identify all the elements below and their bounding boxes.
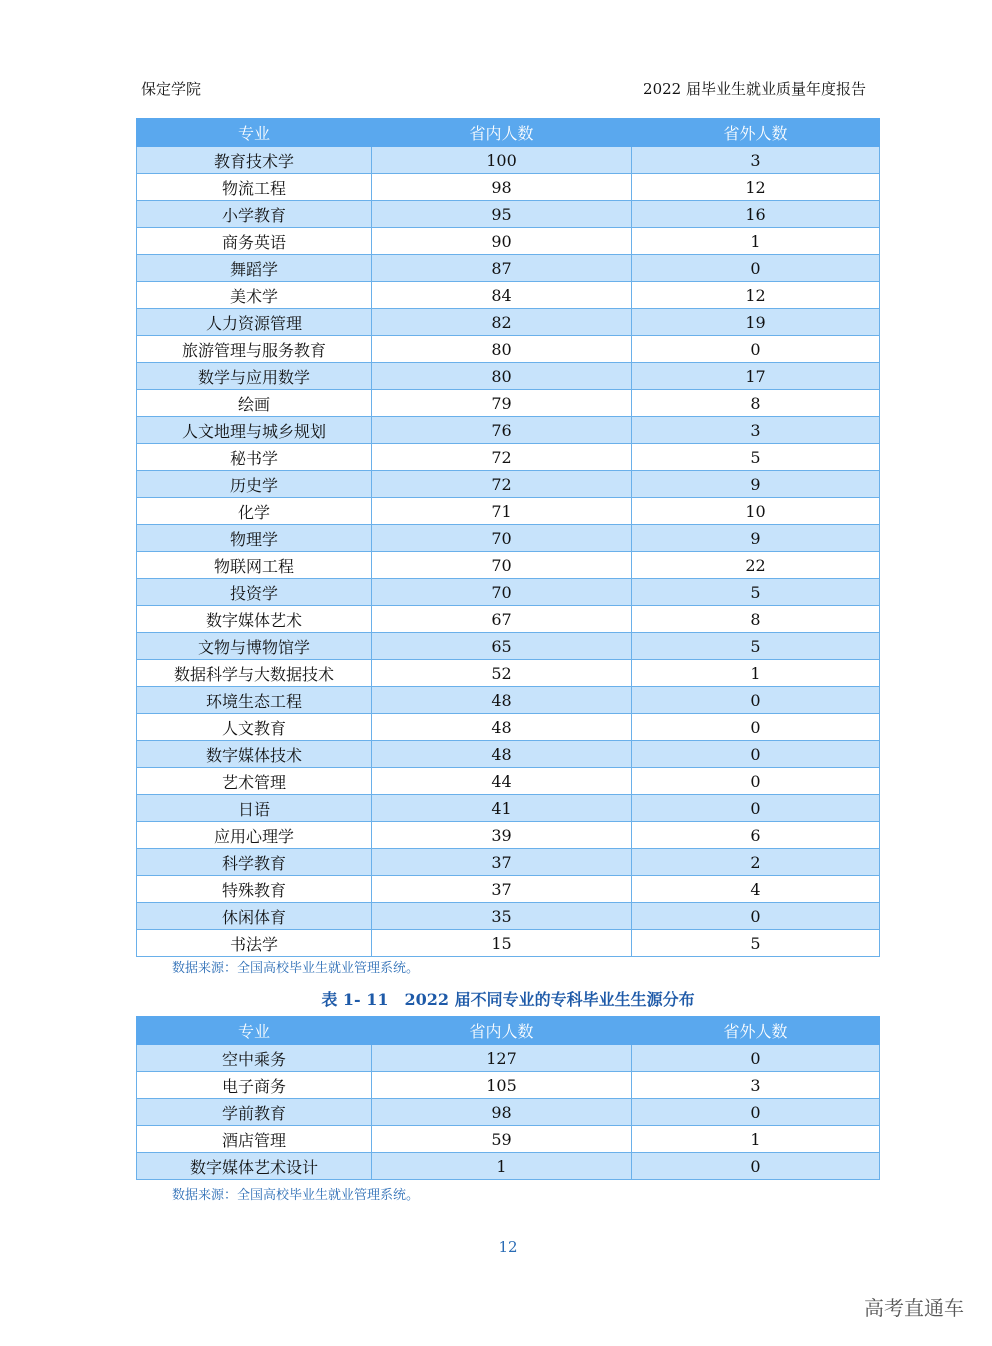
table-row (137, 390, 880, 417)
column-header-out-province: 省外人数 (632, 1017, 880, 1045)
cell-out-province-count: 0 (632, 795, 880, 822)
cell-major: 化学 (137, 498, 372, 525)
cell-in-province-count: 82 (372, 309, 632, 336)
cell-major: 科学教育 (137, 849, 372, 876)
table-row (137, 903, 880, 930)
cell-out-province-count: 0 (632, 336, 880, 363)
cell-major: 绘画 (137, 390, 372, 417)
cell-in-province-count: 98 (372, 174, 632, 201)
cell-in-province-count: 80 (372, 363, 632, 390)
cell-in-province-count: 90 (372, 228, 632, 255)
cell-major: 物流工程 (137, 174, 372, 201)
cell-major: 数字媒体艺术 (137, 606, 372, 633)
cell-major: 人力资源管理 (137, 309, 372, 336)
cell-in-province-count: 70 (372, 552, 632, 579)
cell-out-province-count: 0 (632, 255, 880, 282)
header-report-title: 2022 届毕业生就业质量年度报告 (643, 80, 866, 98)
cell-in-province-count: 44 (372, 768, 632, 795)
cell-major: 书法学 (137, 930, 372, 957)
table-row (137, 795, 880, 822)
table-row (137, 174, 880, 201)
cell-in-province-count: 79 (372, 390, 632, 417)
cell-out-province-count: 0 (632, 741, 880, 768)
table-row (137, 336, 880, 363)
table-row (137, 606, 880, 633)
cell-in-province-count: 48 (372, 741, 632, 768)
cell-major: 酒店管理 (137, 1126, 372, 1153)
cell-major: 空中乘务 (137, 1045, 372, 1072)
table-row (137, 255, 880, 282)
cell-major: 数据科学与大数据技术 (137, 660, 372, 687)
cell-out-province-count: 3 (632, 147, 880, 174)
cell-major: 物联网工程 (137, 552, 372, 579)
cell-out-province-count: 10 (632, 498, 880, 525)
cell-in-province-count: 67 (372, 606, 632, 633)
table-row (137, 768, 880, 795)
cell-out-province-count: 3 (632, 417, 880, 444)
header-institution: 保定学院 (141, 80, 202, 98)
table-row (137, 417, 880, 444)
column-header-in-province: 省内人数 (372, 119, 632, 147)
table-row (137, 714, 880, 741)
cell-in-province-count: 98 (372, 1099, 632, 1126)
cell-out-province-count: 4 (632, 876, 880, 903)
table-row (137, 282, 880, 309)
cell-in-province-count: 48 (372, 714, 632, 741)
column-header-out-province: 省外人数 (632, 119, 880, 147)
cell-out-province-count: 0 (632, 1099, 880, 1126)
data-source-note: 数据来源：全国高校毕业生就业管理系统。 (172, 961, 420, 976)
table-row (137, 1153, 880, 1180)
cell-in-province-count: 72 (372, 471, 632, 498)
table-row (137, 822, 880, 849)
cell-major: 教育技术学 (137, 147, 372, 174)
cell-out-province-count: 1 (632, 228, 880, 255)
cell-major: 特殊教育 (137, 876, 372, 903)
table-row (137, 876, 880, 903)
column-header-in-province: 省内人数 (372, 1017, 632, 1045)
cell-in-province-count: 87 (372, 255, 632, 282)
table-row (137, 633, 880, 660)
table-row (137, 444, 880, 471)
cell-major: 数学与应用数学 (137, 363, 372, 390)
cell-out-province-count: 0 (632, 1045, 880, 1072)
table-row (137, 201, 880, 228)
cell-in-province-count: 72 (372, 444, 632, 471)
cell-major: 美术学 (137, 282, 372, 309)
cell-major: 物理学 (137, 525, 372, 552)
cell-major: 人文教育 (137, 714, 372, 741)
table-row (137, 579, 880, 606)
table-row (137, 930, 880, 957)
cell-out-province-count: 12 (632, 282, 880, 309)
cell-major: 应用心理学 (137, 822, 372, 849)
data-source-note: 数据来源：全国高校毕业生就业管理系统。 (172, 1188, 420, 1203)
undergrad-major-table (136, 118, 880, 957)
table-header-row (137, 1017, 880, 1045)
table-row (137, 849, 880, 876)
cell-out-province-count: 1 (632, 660, 880, 687)
cell-major: 秘书学 (137, 444, 372, 471)
cell-out-province-count: 2 (632, 849, 880, 876)
cell-in-province-count: 70 (372, 525, 632, 552)
table-row (137, 498, 880, 525)
cell-major: 舞蹈学 (137, 255, 372, 282)
table-row (137, 687, 880, 714)
cell-in-province-count: 39 (372, 822, 632, 849)
cell-major: 学前教育 (137, 1099, 372, 1126)
cell-in-province-count: 52 (372, 660, 632, 687)
cell-out-province-count: 6 (632, 822, 880, 849)
cell-in-province-count: 80 (372, 336, 632, 363)
cell-in-province-count: 35 (372, 903, 632, 930)
table-row (137, 471, 880, 498)
cell-in-province-count: 95 (372, 201, 632, 228)
cell-major: 休闲体育 (137, 903, 372, 930)
cell-out-province-count: 5 (632, 579, 880, 606)
cell-out-province-count: 16 (632, 201, 880, 228)
cell-major: 电子商务 (137, 1072, 372, 1099)
cell-major: 旅游管理与服务教育 (137, 336, 372, 363)
cell-in-province-count: 48 (372, 687, 632, 714)
table-row (137, 309, 880, 336)
table-row (137, 660, 880, 687)
cell-out-province-count: 8 (632, 606, 880, 633)
cell-out-province-count: 12 (632, 174, 880, 201)
table-row (137, 1045, 880, 1072)
cell-out-province-count: 9 (632, 471, 880, 498)
table-row (137, 363, 880, 390)
page-number: 12 (498, 1238, 518, 1256)
cell-out-province-count: 9 (632, 525, 880, 552)
cell-out-province-count: 0 (632, 768, 880, 795)
table-row (137, 552, 880, 579)
table-caption: 表 1- 11 2022 届不同专业的专科毕业生生源分布 (321, 990, 695, 1009)
table-row (137, 741, 880, 768)
cell-out-province-count: 0 (632, 903, 880, 930)
watermark-logo-text: 高考直通车 (864, 1296, 964, 1320)
cell-in-province-count: 41 (372, 795, 632, 822)
cell-out-province-count: 5 (632, 930, 880, 957)
cell-in-province-count: 1 (372, 1153, 632, 1180)
cell-major: 文物与博物馆学 (137, 633, 372, 660)
table-row (137, 147, 880, 174)
cell-in-province-count: 37 (372, 876, 632, 903)
junior-college-major-table (136, 1016, 880, 1180)
table-row (137, 228, 880, 255)
cell-out-province-count: 19 (632, 309, 880, 336)
table-row (137, 1072, 880, 1099)
cell-out-province-count: 0 (632, 1153, 880, 1180)
cell-major: 环境生态工程 (137, 687, 372, 714)
cell-in-province-count: 65 (372, 633, 632, 660)
cell-in-province-count: 84 (372, 282, 632, 309)
cell-major: 投资学 (137, 579, 372, 606)
cell-major: 历史学 (137, 471, 372, 498)
cell-in-province-count: 37 (372, 849, 632, 876)
cell-major: 日语 (137, 795, 372, 822)
cell-out-province-count: 1 (632, 1126, 880, 1153)
column-header-major: 专业 (137, 119, 372, 147)
cell-out-province-count: 0 (632, 687, 880, 714)
cell-in-province-count: 71 (372, 498, 632, 525)
table-row (137, 525, 880, 552)
column-header-major: 专业 (137, 1017, 372, 1045)
cell-in-province-count: 70 (372, 579, 632, 606)
cell-out-province-count: 5 (632, 444, 880, 471)
cell-major: 人文地理与城乡规划 (137, 417, 372, 444)
table-header-row (137, 119, 880, 147)
cell-major: 艺术管理 (137, 768, 372, 795)
cell-major: 商务英语 (137, 228, 372, 255)
cell-in-province-count: 76 (372, 417, 632, 444)
cell-out-province-count: 17 (632, 363, 880, 390)
cell-out-province-count: 22 (632, 552, 880, 579)
cell-out-province-count: 0 (632, 714, 880, 741)
cell-out-province-count: 3 (632, 1072, 880, 1099)
cell-out-province-count: 5 (632, 633, 880, 660)
cell-in-province-count: 100 (372, 147, 632, 174)
cell-major: 数字媒体艺术设计 (137, 1153, 372, 1180)
cell-in-province-count: 15 (372, 930, 632, 957)
table-row (137, 1126, 880, 1153)
cell-in-province-count: 127 (372, 1045, 632, 1072)
cell-out-province-count: 8 (632, 390, 880, 417)
cell-in-province-count: 59 (372, 1126, 632, 1153)
cell-major: 数字媒体技术 (137, 741, 372, 768)
cell-in-province-count: 105 (372, 1072, 632, 1099)
table-row (137, 1099, 880, 1126)
cell-major: 小学教育 (137, 201, 372, 228)
